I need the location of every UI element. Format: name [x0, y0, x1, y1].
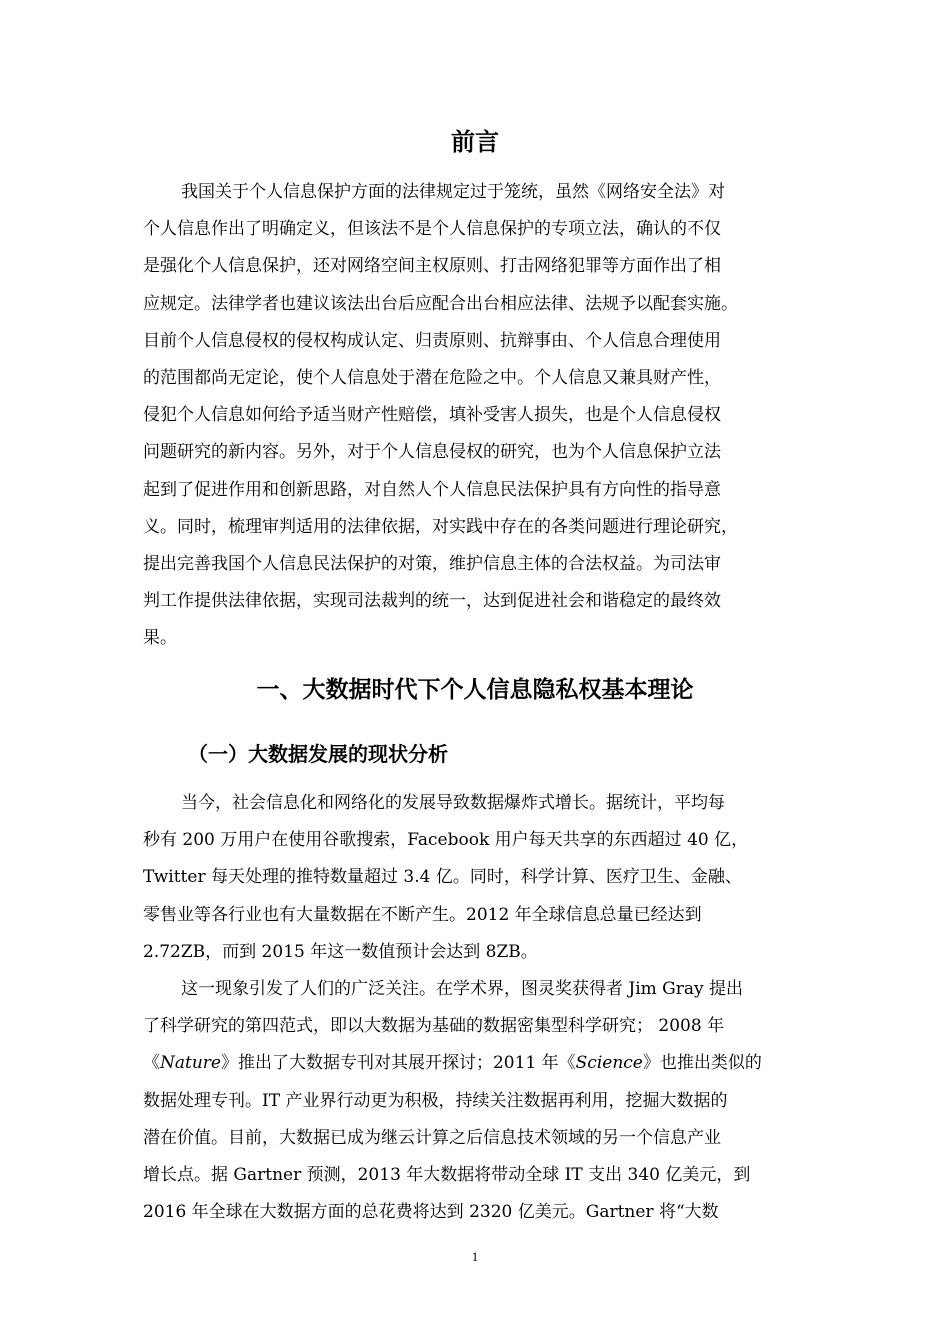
- text-line: 秒有 200 万用户在使用谷歌搜索，Facebook 用户每天共享的东西超过 40 亿，: [143, 830, 749, 851]
- text-line: [143, 1045, 823, 1082]
- text-run: 》推出了大数据专刊对其展开探讨；2011 年《: [220, 1053, 576, 1074]
- text-line: 侵犯个人信息如何给予适当财产性赔偿，填补受害人损失，也是个人信息侵权: [143, 405, 721, 426]
- text-line: 义。同时，梳理审判适用的法律依据，对实践中存在的各类问题进行理论研究，: [143, 516, 738, 537]
- section-heading: 一、大数据时代下个人信息隐私权基本理论: [256, 677, 694, 703]
- body-paragraph-2: [143, 971, 823, 1231]
- text-line: 的范围都尚无定论，使个人信息处于潜在危险之中。个人信息又兼具财产性，: [143, 367, 721, 388]
- text-line: 我国关于个人信息保护方面的法律规定过于笼统，虽然《网络安全法》对: [181, 182, 725, 202]
- text-line: 果。: [143, 628, 177, 649]
- text-run: 《: [143, 1053, 160, 1074]
- text-line: 起到了促进作用和创新思路，对自然人个人信息民法保护具有方向性的指导意: [143, 479, 721, 500]
- text-line: 了科学研究的第四范式，即以大数据为基础的数据密集型科学研究； 2008 年: [143, 1016, 725, 1037]
- text-line: 目前个人信息侵权的侵权构成认定、归责原则、抗辩事由、个人信息合理使用: [143, 330, 721, 351]
- text-line: 这一现象引发了人们的广泛关注。在学术界，图灵奖获得者 Jim Gray 提出: [181, 979, 744, 999]
- text-line: 2.72ZB，而到 2015 年这一数值预计会达到 8ZB。: [143, 941, 538, 962]
- body-paragraph-1: [143, 785, 823, 971]
- text-line: 零售业等各行业也有大量数据在不断产生。2012 年全球信息总量已经达到: [143, 904, 702, 925]
- text-line: Twitter 每天处理的推特数量超过 3.4 亿。同时，科学计算、医疗卫生、金融、: [143, 867, 742, 888]
- text-line: 个人信息作出了明确定义，但该法不是个人信息保护的专项立法，确认的不仅: [143, 219, 721, 240]
- journal-name-nature: Nature: [160, 1053, 221, 1074]
- preface-paragraph: [143, 174, 823, 657]
- subsection-heading: （一）大数据发展的现状分析: [188, 742, 448, 766]
- text-line: 2016 年全球在大数据方面的总花费将达到 2320 亿美元。Gartner 将“大数: [143, 1202, 719, 1223]
- text-line: 潜在价值。目前，大数据已成为继云计算之后信息技术领域的另一个信息产业: [143, 1127, 721, 1148]
- text-line: 当今，社会信息化和网络化的发展导致数据爆炸式增长。据统计，平均每: [181, 793, 725, 813]
- journal-name-science: Science: [575, 1053, 643, 1074]
- text-line: 是强化个人信息保护，还对网络空间主权原则、打击网络犯罪等方面作出了相: [143, 256, 721, 277]
- text-line: 问题研究的新内容。另外，对于个人信息侵权的研究，也为个人信息保护立法: [143, 442, 721, 463]
- text-line: 提出完善我国个人信息民法保护的对策，维护信息主体的合法权益。为司法审: [143, 553, 721, 574]
- text-line: 应规定。法律学者也建议该法出台后应配合出台相应法律、法规予以配套实施。: [143, 293, 738, 314]
- text-line: 判工作提供法律依据，实现司法裁判的统一，达到促进社会和谐稳定的最终效: [143, 591, 721, 612]
- page-number: 1: [471, 1249, 479, 1264]
- text-line: 增长点。据 Gartner 预测，2013 年大数据将带动全球 IT 支出 340 亿美元，到: [143, 1164, 751, 1185]
- text-line: 数据处理专刊。IT 产业界行动更为积极，持续关注数据再利用，挖掘大数据的: [143, 1090, 728, 1111]
- text-run: 》也推出类似的: [642, 1053, 762, 1074]
- page-title: 前言: [451, 128, 499, 156]
